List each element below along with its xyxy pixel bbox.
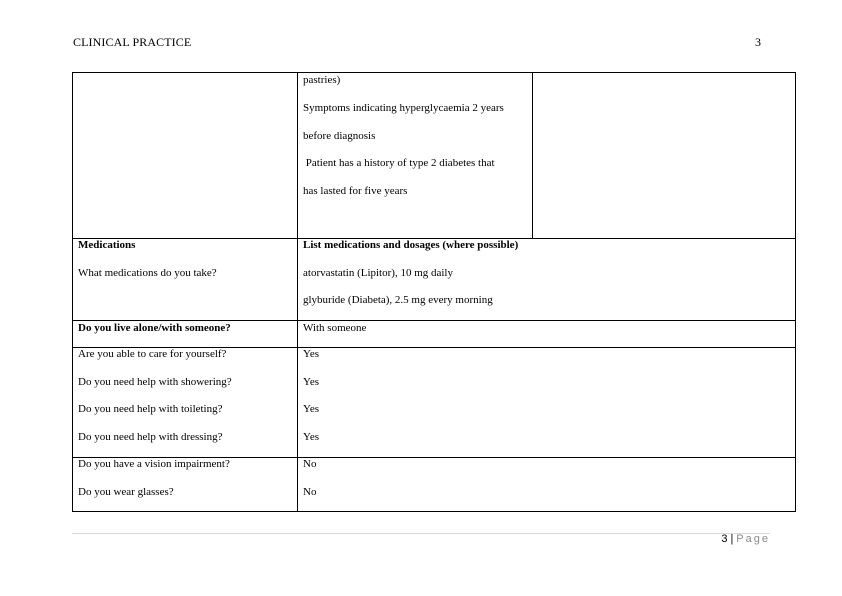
self-care-answer: Yes — [303, 430, 320, 443]
vision-answer: No — [303, 485, 317, 498]
continuation-extra-cell — [533, 73, 796, 239]
self-care-question: Do you need help with dressing? — [78, 430, 223, 443]
living-answer: With someone — [303, 322, 367, 334]
history-line: pastries) — [303, 74, 341, 86]
history-line: before diagnosis — [303, 129, 376, 142]
running-header-title: CLINICAL PRACTICE — [73, 35, 192, 49]
page-footer — [721, 533, 770, 545]
history-line: Patient has a history of type 2 diabetes that — [303, 157, 495, 170]
assessment-table — [72, 72, 796, 512]
self-care-questions-cell — [73, 348, 298, 458]
vision-questions-cell — [73, 458, 298, 512]
medication-item: atorvastatin (Lipitor), 10 mg daily — [303, 266, 453, 279]
medication-item: glyburide (Diabeta), 2.5 mg every morning — [303, 294, 493, 307]
self-care-question: Do you need help with showering? — [78, 375, 232, 388]
self-care-question: Do you need help with toileting? — [78, 403, 223, 416]
continuation-detail-cell — [298, 73, 533, 239]
footer-divider — [72, 533, 770, 534]
self-care-answer: Yes — [303, 348, 320, 360]
continuation-label-cell — [73, 73, 298, 239]
self-care-question: Are you able to care for yourself? — [78, 348, 227, 360]
medications-detail-cell — [298, 239, 796, 321]
medications-heading: Medications — [78, 239, 136, 251]
self-care-answer: Yes — [303, 403, 320, 416]
vision-question: Do you have a vision impairment? — [78, 458, 230, 470]
medications-question: What medications do you take? — [78, 266, 217, 279]
footer-separator: | — [730, 533, 734, 545]
history-line: has lasted for five years — [303, 185, 408, 198]
vision-question: Do you wear glasses? — [78, 485, 174, 498]
vision-answers-cell — [298, 458, 796, 512]
living-question: Do you live alone/with someone? — [78, 322, 231, 334]
self-care-answers-cell — [298, 348, 796, 458]
medications-row — [73, 239, 796, 321]
continuation-row — [73, 73, 796, 239]
self-care-row — [73, 348, 796, 458]
vision-row — [73, 458, 796, 512]
medications-list-heading: List medications and dosages (where possible) — [303, 239, 519, 251]
footer-page-label: Page — [736, 533, 770, 545]
header-page-number: 3 — [755, 35, 761, 49]
footer-page-number: 3 — [721, 533, 728, 545]
vision-answer: No — [303, 458, 317, 470]
self-care-answer: Yes — [303, 375, 320, 388]
medications-label-cell — [73, 239, 298, 321]
history-line: Symptoms indicating hyperglycaemia 2 years — [303, 101, 504, 114]
